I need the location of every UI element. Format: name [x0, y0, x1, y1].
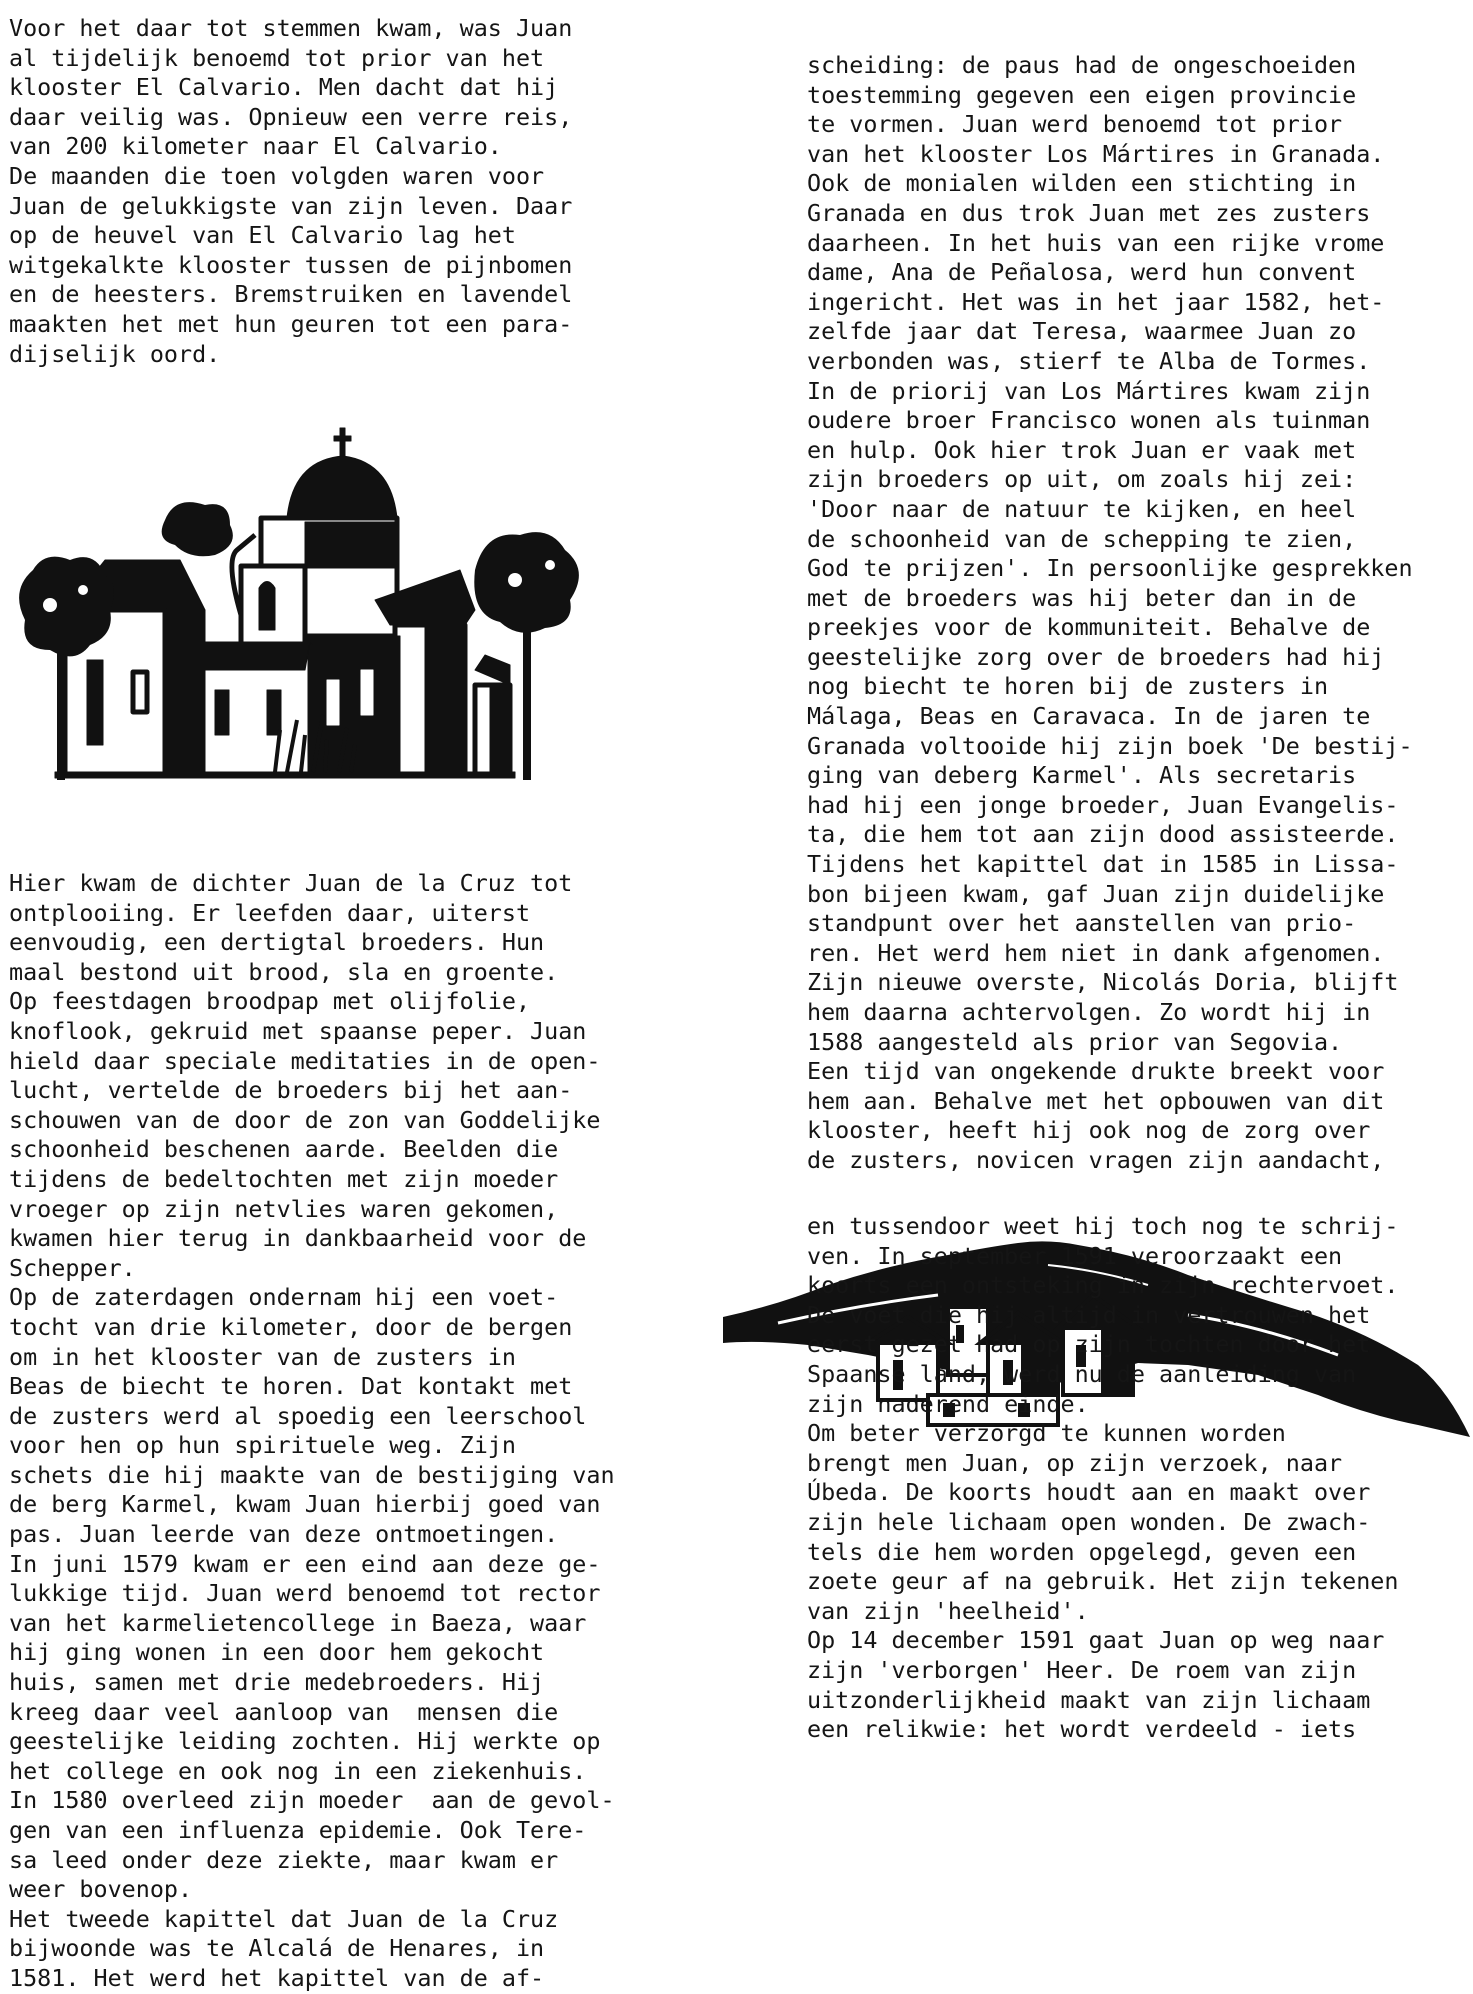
text-line: het college en ook nog in een ziekenhuis. [9, 1756, 587, 1785]
text-line: pas. Juan leerde van deze ontmoetingen. [9, 1520, 559, 1549]
text-line: tijdens de bedeltochten met zijn moeder [9, 1164, 559, 1193]
text-line: ren. Het werd hem niet in dank afgenomen. [807, 938, 1385, 967]
text-line: Op feestdagen broodpap met olijfolie, [9, 987, 531, 1016]
text-line: Zijn nieuwe overste, Nicolás Doria, blijft [807, 968, 1399, 997]
text-line: Ook de monialen wilden een stichting in [807, 169, 1357, 198]
text-line: had hij een jonge broeder, Juan Evangelis- [807, 790, 1399, 819]
text-line: maakten het met hun geuren tot een para- [9, 309, 573, 338]
left-column-bottom-text [9, 869, 649, 1994]
text-line: ta, die hem tot aan zijn dood assisteerde. [807, 820, 1399, 849]
text-line: In 1580 overleed zijn moeder aan de gevol- [9, 1786, 615, 1815]
left-column-top-text [9, 14, 649, 369]
text-line: hij ging wonen in een door hem gekocht [9, 1638, 545, 1667]
text-line: Het tweede kapittel dat Juan de la Cruz [9, 1904, 559, 1933]
text-line: weer bovenop. [9, 1875, 193, 1904]
text-line: knoflook, gekruid met spaanse peper. Juan [9, 1016, 587, 1045]
text-line: 1581. Het werd het kapittel van de af- [9, 1963, 545, 1992]
text-line: 1588 aangesteld als prior van Segovia. [807, 1027, 1343, 1056]
text-line: zijn hele lichaam open wonden. De zwach- [807, 1507, 1371, 1536]
text-line: op de heuvel van El Calvario lag het [9, 221, 516, 250]
text-line: huis, samen met drie medebroeders. Hij [9, 1668, 545, 1697]
text-line: toestemming gegeven een eigen provincie [807, 80, 1357, 109]
text-line: bon bijeen kwam, gaf Juan zijn duidelijke [807, 879, 1385, 908]
text-line: nog biecht te horen bij de zusters in [807, 672, 1329, 701]
text-line: Hier kwam de dichter Juan de la Cruz tot [9, 869, 573, 897]
text-line: bijwoonde was te Alcalá de Henares, in [9, 1934, 545, 1963]
text-line: Op 14 december 1591 gaat Juan op weg naar [807, 1626, 1385, 1655]
text-line: klooster El Calvario. Men dacht dat hij [9, 73, 559, 102]
text-line: zijn broeders op uit, om zoals hij zei: [807, 465, 1357, 494]
text-line: een relikwie: het wordt verdeeld - iets [807, 1715, 1357, 1744]
text-line: de zusters werd al spoedig een leerschool [9, 1401, 587, 1430]
text-line: zoete geur af na gebruik. Het zijn tekenen [807, 1567, 1399, 1596]
text-line: de berg Karmel, kwam Juan hierbij goed van [9, 1490, 601, 1519]
text-line: Spaanse land, werd nu de aanleiding van [807, 1359, 1357, 1388]
text-line: De voet die hij altijd in vertrouwen het [807, 1300, 1371, 1329]
text-line: In de priorij van Los Mártires kwam zijn [807, 376, 1371, 405]
text-line: Tijdens het kapittel dat in 1585 in Lissa- [807, 850, 1399, 879]
text-line: kwamen hier terug in dankbaarheid voor de [9, 1224, 587, 1253]
text-line: te vormen. Juan werd benoemd tot prior [807, 110, 1343, 139]
text-line: witgekalkte klooster tussen de pijnbomen [9, 250, 573, 279]
text-line: brengt men Juan, op zijn verzoek, naar [807, 1448, 1343, 1477]
text-line: koorts een ontsteking in zijn rechtervoet. [807, 1271, 1399, 1300]
text-line: vroeger op zijn netvlies waren gekomen, [9, 1194, 559, 1223]
text-line: sa leed onder deze ziekte, maar kwam er [9, 1845, 559, 1874]
text-line: en tussendoor weet hij toch nog te schrij- [807, 1212, 1399, 1240]
text-line: Op de zaterdagen ondernam hij een voet- [9, 1283, 559, 1312]
text-line: maal bestond uit brood, sla en groente. [9, 957, 559, 986]
text-line: van 200 kilometer naar El Calvario. [9, 132, 502, 161]
text-line: van het karmelietencollege in Baeza, waar [9, 1608, 587, 1637]
text-line: zijn naderend einde. [807, 1389, 1089, 1418]
text-line: preekjes voor de kommuniteit. Behalve de [807, 613, 1371, 642]
text-line: dijselijk oord. [9, 339, 221, 368]
text-line: gen van een influenza epidemie. Ook Tere- [9, 1816, 587, 1844]
text-line: De maanden die toen volgden waren voor [9, 161, 545, 190]
text-line: Juan de gelukkigste van zijn leven. Daar [9, 191, 573, 220]
text-line: met de broeders was hij beter dan in de [807, 583, 1357, 612]
text-line: ontplooiing. Er leefden daar, uiterst [9, 898, 531, 927]
text-line: de schoonheid van de schepping te zien, [807, 524, 1357, 553]
text-line: In juni 1579 kwam er een eind aan deze ge- [9, 1549, 601, 1578]
text-line: tels die hem worden opgelegd, geven een [807, 1537, 1357, 1566]
text-line: verbonden was, stierf te Alba de Tormes. [807, 346, 1371, 375]
text-line: standpunt over het aanstellen van prio- [807, 909, 1357, 938]
text-line: van zijn 'heelheid'. [807, 1596, 1089, 1625]
text-line: en hulp. Ook hier trok Juan er vaak met [807, 435, 1357, 464]
text-line: de zusters, novicen vragen zijn aandacht, [807, 1145, 1385, 1174]
text-line: Voor het daar tot stemmen kwam, was Juan [9, 14, 573, 42]
text-line: zijn 'verborgen' Heer. De roem van zijn [807, 1655, 1357, 1684]
text-line: schoonheid beschenen aarde. Beelden die [9, 1135, 559, 1164]
text-line: hield daar speciale meditaties in de open- [9, 1046, 601, 1075]
text-line: Granada en dus trok Juan met zes zusters [807, 198, 1371, 227]
text-line: ging van deberg Karmel'. Als secretaris [807, 761, 1357, 790]
text-line: eerst gezet had op zijn tochten door het [807, 1330, 1371, 1359]
text-line: Beas de biecht te horen. Dat kontakt met [9, 1372, 573, 1401]
text-line: dame, Ana de Peñalosa, werd hun convent [807, 258, 1357, 287]
text-line: ingericht. Het was in het jaar 1582, het- [807, 287, 1385, 316]
text-line: Úbeda. De koorts houdt aan en maakt over [807, 1478, 1371, 1507]
text-line: hem daarna achtervolgen. Zo wordt hij in [807, 998, 1371, 1026]
right-column-bottom-text [807, 1212, 1457, 1745]
text-line: Granada voltooide hij zijn boek 'De bestij- [807, 731, 1413, 760]
text-line: voor hen op hun spirituele weg. Zijn [9, 1431, 516, 1460]
text-line: geestelijke zorg over de broeders had hij [807, 642, 1385, 671]
text-line: scheiding: de paus had de ongeschoeiden [807, 51, 1357, 79]
text-line: daarheen. In het huis van een rijke vrome [807, 228, 1385, 257]
text-line: Schepper. [9, 1253, 136, 1282]
text-line: om in het klooster van de zusters in [9, 1342, 516, 1371]
text-line: Om beter verzorgd te kunnen worden [807, 1419, 1286, 1448]
text-line: ven. In september 1591 veroorzaakt een [807, 1241, 1343, 1270]
text-line: Een tijd van ongekende drukte breekt voor [807, 1057, 1385, 1086]
text-line: daar veilig was. Opnieuw een verre reis, [9, 102, 573, 131]
text-line: schets die hij maakte van de bestijging van [9, 1460, 615, 1489]
text-line: en de heesters. Bremstruiken en lavendel [9, 280, 573, 309]
text-line: lukkige tijd. Juan werd benoemd tot rector [9, 1579, 601, 1608]
monastery-illustration [5, 410, 585, 855]
text-line: God te prijzen'. In persoonlijke gesprekken [807, 554, 1413, 583]
text-line: hem aan. Behalve met het opbouwen van dit [807, 1086, 1385, 1115]
text-line: oudere broer Francisco wonen als tuinman [807, 406, 1371, 435]
text-line: van het klooster Los Mártires in Granada. [807, 139, 1385, 168]
text-line: lucht, vertelde de broeders bij het aan- [9, 1076, 573, 1105]
right-column-top-text [807, 51, 1457, 1176]
text-line: geestelijke leiding zochten. Hij werkte op [9, 1727, 601, 1756]
text-line: 'Door naar de natuur te kijken, en heel [807, 494, 1357, 523]
text-line: kreeg daar veel aanloop van mensen die [9, 1697, 559, 1726]
text-line: schouwen van de door de zon van Goddelijke [9, 1105, 601, 1134]
text-line: tocht van drie kilometer, door de bergen [9, 1312, 573, 1341]
text-line: klooster, heeft hij ook nog de zorg over [807, 1116, 1371, 1145]
text-line: zelfde jaar dat Teresa, waarmee Juan zo [807, 317, 1357, 346]
text-line: Málaga, Beas en Caravaca. In de jaren te [807, 702, 1371, 731]
text-line: uitzonderlijkheid maakt van zijn lichaam [807, 1685, 1371, 1714]
text-line: eenvoudig, een dertigtal broeders. Hun [9, 928, 545, 957]
text-line: al tijdelijk benoemd tot prior van het [9, 43, 545, 72]
